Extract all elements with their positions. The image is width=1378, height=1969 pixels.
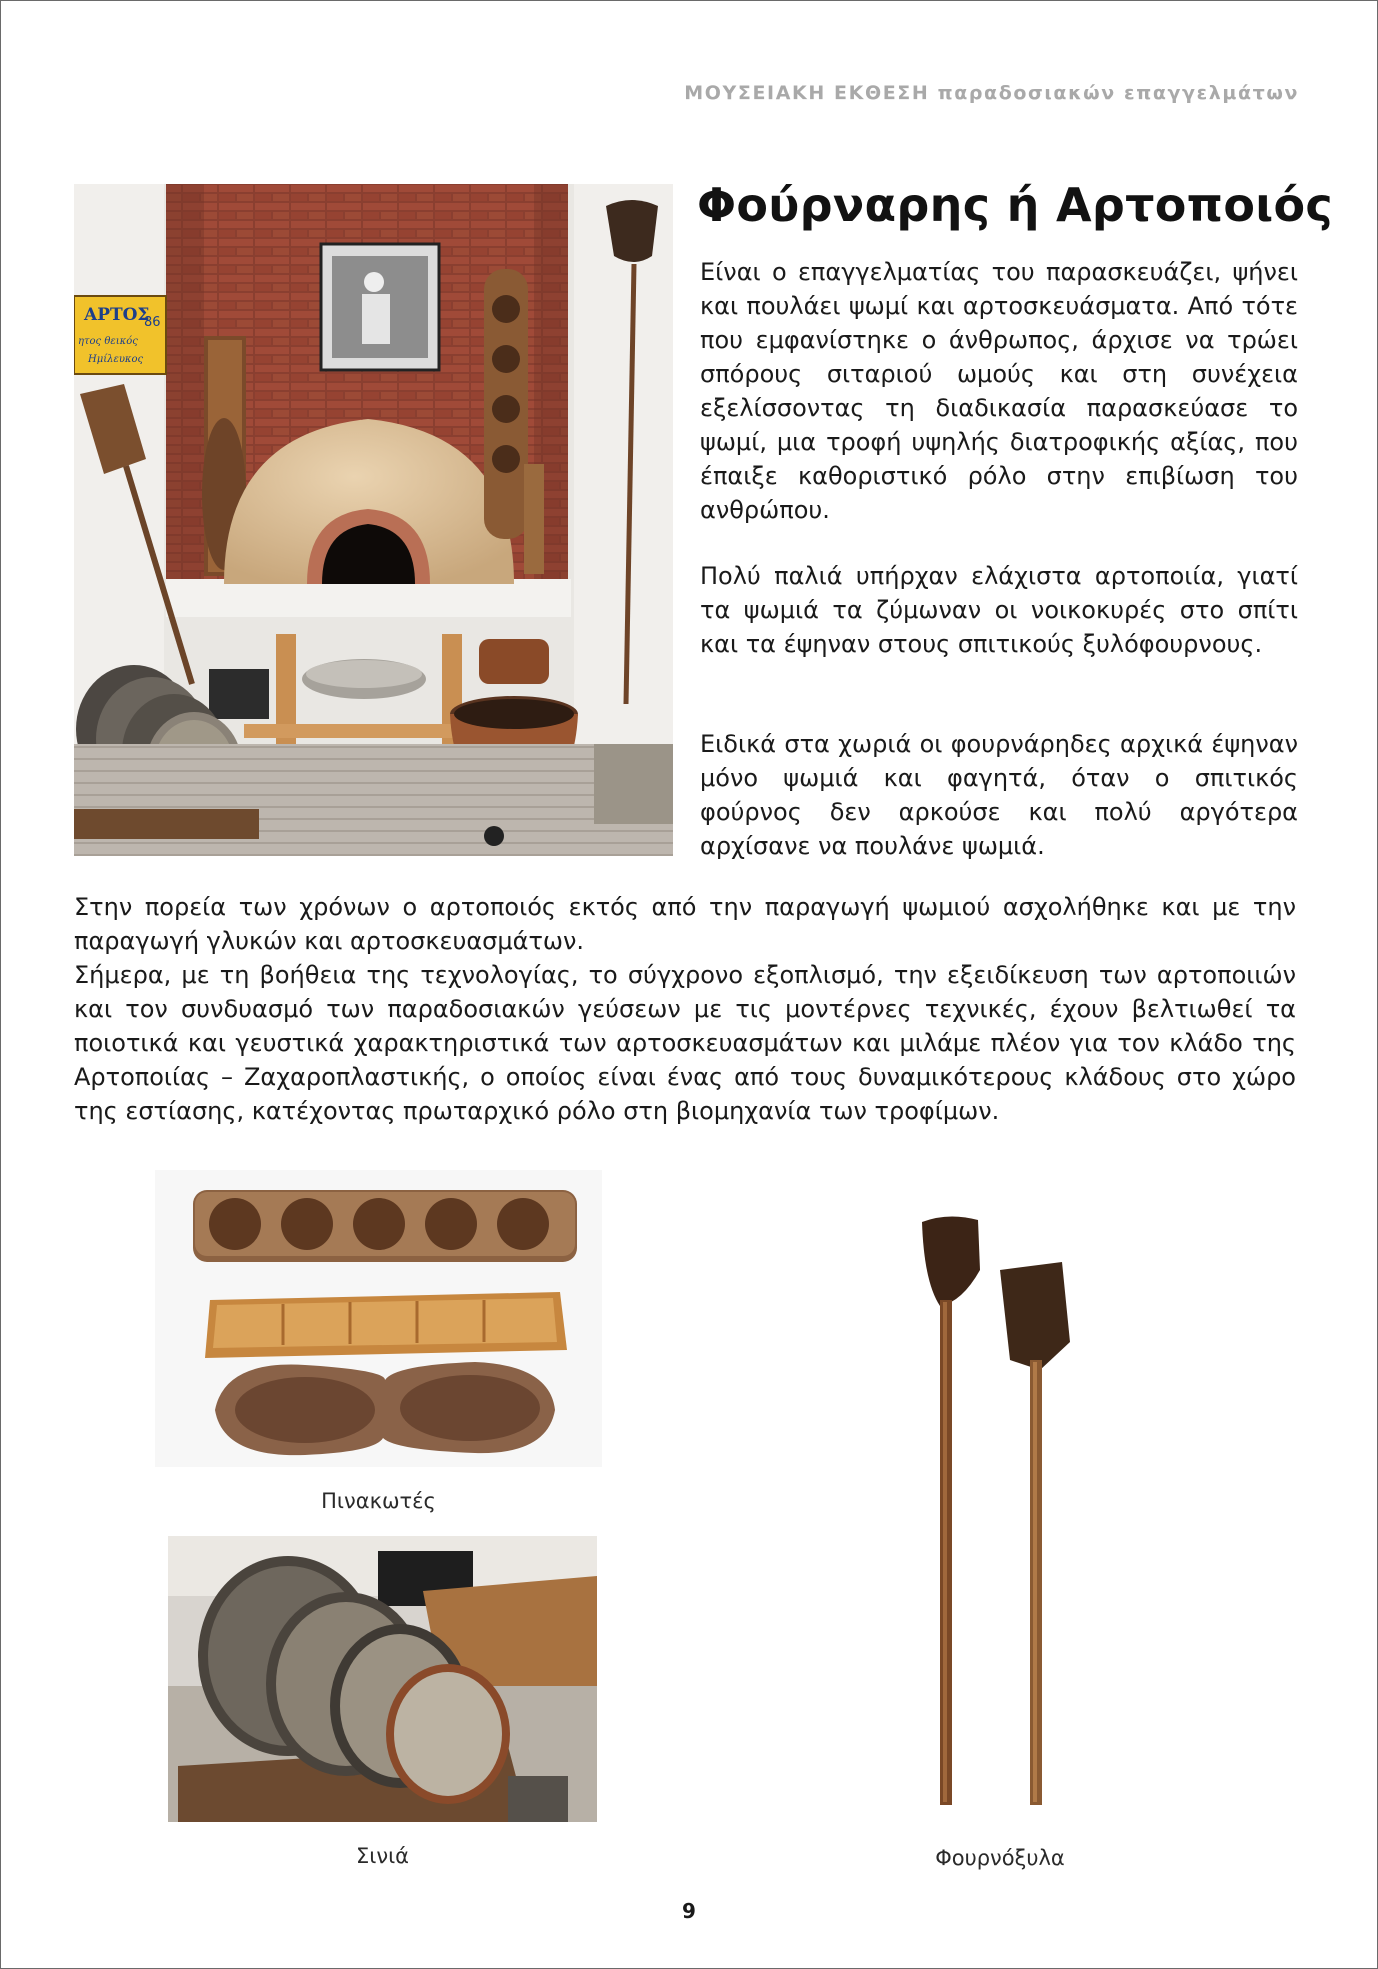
caption-fournoxyla: Φουρνόξυλα (935, 1846, 1065, 1870)
sign-line-2: ητος θεικός (78, 336, 138, 347)
running-header: ΜΟΥΣΕΙΑΚΗ ΕΚΘΕΣΗ παραδοσιακών επαγγελμάτων (684, 82, 1299, 104)
paragraph-5: Σήμερα, με τη βοήθεια της τεχνολογίας, το σύγχρονο εξοπλισμό, την εξειδίκευση των αρτοποιιών και τον συνδυασμό των παραδοσιακών γεύσεων με τις μοντέρνες τεχνικές, έχουν βελτιωθεί τα ποιοτικά και γευστικά χαρακτηριστικά των αρτοσκευασμάτων και μιλάμε πλέον για τον κλάδο της Αρτοποιίας – Ζαχαροπλαστικής, ο οποίος είναι ένας από τους δυναμικότερους κλάδους στο χώρο της εστίασης, κατέχοντας πρωταρχικό ρόλο στη βιομηχανία των τροφίμων. (74, 961, 1296, 1125)
paragraph-3: Ειδικά στα χωριά οι φουρνάρηδες αρχικά έψηναν μόνο ψωμιά και φαγητά, όταν ο σπιτικός φούρνος δεν αρκούσε και πολύ αργότερα αρχίσανε να πουλάνε ψωμιά. (700, 730, 1298, 860)
fournoxyla-photo (900, 1210, 1100, 1815)
sign-line-3: Ημίλευκος (88, 354, 144, 365)
article-title: Φούρναρης ή Αρτοποιός (697, 178, 1333, 232)
pinakotes-photo (155, 1170, 602, 1467)
oven-display-photo (74, 184, 673, 856)
paragraph-1: Είναι ο επαγγελματίας του παρασκευάζει, ψήνει και πουλάει ψωμί και αρτοσκευάσματα. Από τότε που εμφανίστηκε ο άνθρωπος, άρχισε να τρώει σπόρους σιταριού ωμούς και στη συνέχεια εξελίσσοντας τη διαδικασία παρασκεύασε το ψωμί, μια τροφή υψηλής διατροφικής αξίας, που έπαιξε καθοριστικό ρόλο στην επιβίωση του ανθρώπου. (700, 258, 1298, 524)
caption-pinakotes: Πινακωτές (321, 1489, 436, 1513)
sign-line-1: ΑΡΤΟΣ (84, 305, 150, 325)
sign-number: 86 (144, 315, 161, 330)
paragraph-4: Στην πορεία των χρόνων ο αρτοποιός εκτός από την παραγωγή ψωμιού ασχολήθηκε και με την παραγωγή γλυκών και αρτοσκευασμάτων. (74, 893, 1296, 955)
paragraph-2: Πολύ παλιά υπήρχαν ελάχιστα αρτοποιία, γιατί τα ψωμιά τα ζύμωναν οι νοικοκυρές στο σπίτι και τα έψηναν στους σπιτικούς ξυλόφουρνους. (700, 562, 1298, 658)
caption-sinia: Σινιά (355, 1844, 410, 1868)
page-number: 9 (682, 1899, 696, 1923)
sinia-photo (168, 1536, 597, 1822)
